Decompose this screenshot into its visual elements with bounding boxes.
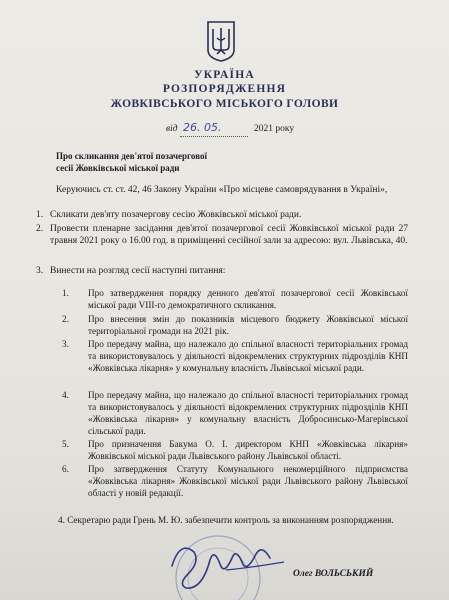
agenda-number: 6. <box>62 464 69 474</box>
point-2 <box>36 223 408 247</box>
agenda-number: 5. <box>62 439 69 449</box>
date-underline <box>180 136 248 137</box>
agenda-text: Про внесення змін до показників місцевого бюджету Жовківської міської територіальної громади на 2021 рік. <box>88 314 408 336</box>
header-doc-type: РОЗПОРЯДЖЕННЯ <box>162 83 287 95</box>
agenda-number: 2. <box>62 314 69 324</box>
signer-name: Олег ВОЛЬСЬКИЙ <box>293 569 374 579</box>
agenda-text: Про передачу майна, що належало до спільної власності територіальних громад та використовувалось у діяльності відокремлених структурних підрозділів КНП «Жовківська лікарня» у комунальну власність Добросинсько-Магерівської сільської ради. <box>88 390 408 436</box>
agenda-text: Про затвердження порядку денного дев'ятої позачергової сесії Жовківської міської ради VIII-го демократичного скликання. <box>88 288 408 310</box>
point-text: Провести пленарне засідання дев'ятої позачергової сесії Жовківської міської ради 27 травня 2021 року о 16.00 год. в приміщенні сесійної зали за адресою: вул. Львівська, 40. <box>50 224 408 246</box>
agenda-item-5 <box>62 438 408 462</box>
point-number: 2. <box>36 224 44 234</box>
agenda-item-4 <box>62 389 408 437</box>
header-country: УКРАЇНА <box>194 69 255 81</box>
preamble: Керуючись ст. ст. 42, 46 Закону України «Про місцеве самоврядування в Україні», <box>56 185 388 195</box>
point-1 <box>36 210 301 220</box>
agenda-number: 4. <box>62 390 69 400</box>
signature-stamp-icon <box>160 518 300 600</box>
point-4: 4. Секретарю ради Грень М. Ю. забезпечити контроль за виконанням розпорядження. <box>58 515 394 525</box>
agenda-item-2 <box>62 313 408 337</box>
date-year: 2021 року <box>254 124 295 134</box>
agenda-item-3 <box>62 338 408 374</box>
agenda-text: Про передачу майна, що належало до спільної власності територіальних громад та використовувалось у діяльності відокремлених структурних підрозділів КНП «Жовківська лікарня» у комунальну власність Львівської міської ради. <box>88 339 408 373</box>
point-number: 1. <box>36 210 44 220</box>
agenda-item-6 <box>62 463 408 499</box>
point-3 <box>36 266 225 276</box>
agenda-number: 1. <box>62 288 69 298</box>
header-issuer: ЖОВКІВСЬКОГО МІСЬКОГО ГОЛОВИ <box>110 98 339 110</box>
agenda-item-1 <box>62 287 408 311</box>
point-number: 3. <box>36 266 44 276</box>
agenda-number: 3. <box>62 339 69 349</box>
point-text: Винести на розгляд сесії наступні питання: <box>50 266 226 276</box>
date-prefix: від <box>166 124 178 134</box>
point-text: Скликати дев'яту позачергову сесію Жовківської міської ради. <box>50 210 302 220</box>
subject-line-2: сесії Жовківської міської ради <box>56 162 180 173</box>
document-subject <box>56 151 207 174</box>
date-handwritten: 26. 05. <box>183 121 222 134</box>
agenda-text: Про затвердження Статуту Комунального некомерційного підприємства «Жовківська лікарня» Жовківської міської ради Львівського району Львівської області у новій редакції. <box>88 464 408 498</box>
trident-emblem-icon <box>206 20 236 62</box>
agenda-text: Про призначення Бакума О. І. директором КНП «Жовківська лікарня» Жовківської міської ради Львівського району Львівської області. <box>88 439 408 461</box>
subject-line-1: Про скликання дев'ятої позачергової <box>56 151 207 161</box>
